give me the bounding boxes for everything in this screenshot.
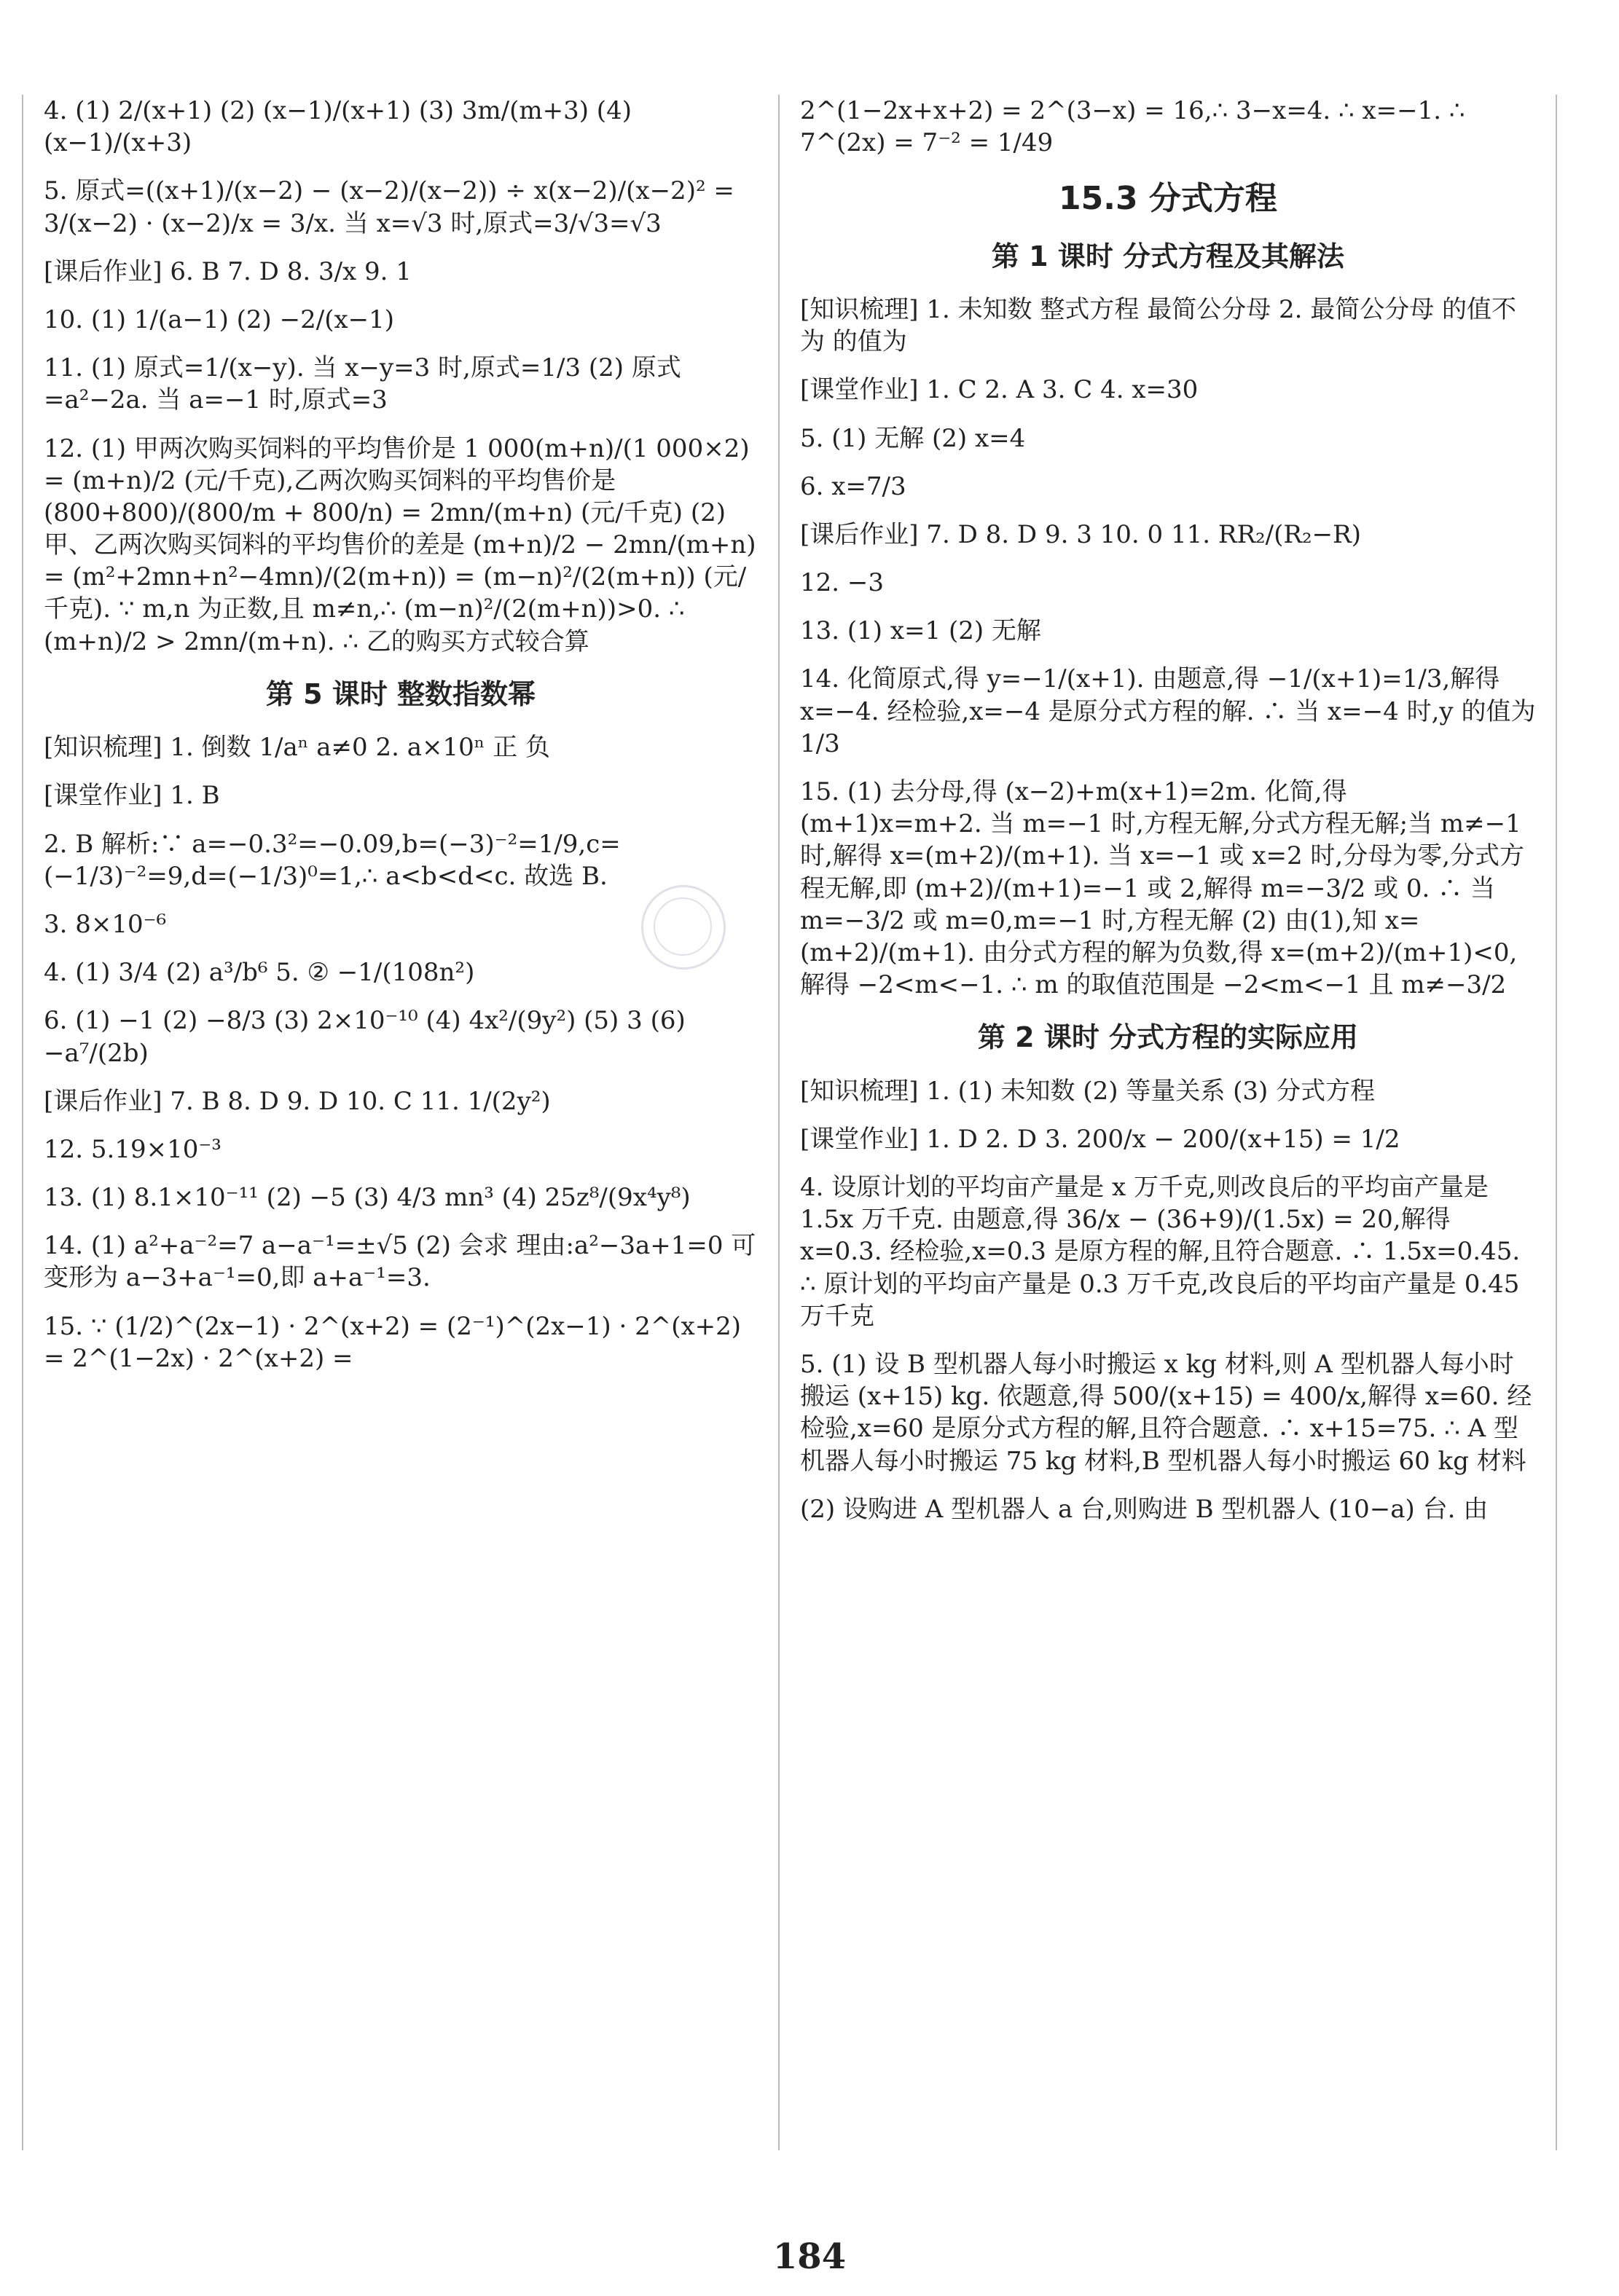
- left-answer-item: 12. 5.19×10⁻³: [44, 1134, 222, 1164]
- left-answer-item: 4. (1) 3/4 (2) a³/b⁶ 5. ② −1/(108n²): [44, 958, 475, 988]
- left-margin-rule: [22, 95, 23, 2150]
- left-answer-item: 15. ∵ (1/2)^(2x−1) · 2^(x+2) = (2⁻¹)^(2x−1) · 2^(x+2) = 2^(1−2x) · 2^(x+2) =: [44, 1311, 742, 1373]
- left-answer-item: 13. (1) 8.1×10⁻¹¹ (2) −5 (3) 4/3 mn³ (4) 25z⁸/(9x⁴y⁸): [44, 1183, 691, 1213]
- right-answer-item: 13. (1) x=1 (2) 无解: [800, 616, 1041, 646]
- left-answer-item: [课后作业] 6. B 7. D 8. 3/x 9. 1: [44, 256, 412, 286]
- right-answer-item: 5. (1) 设 B 型机器人每小时搬运 x kg 材料,则 A 型机器人每小时搬运 (x+15) kg. 依题意,得 500/(x+15) = 400/x,解得 x=60. 经检验,x=60 是原分式方程的解,且符合题意. ∴ x+15=75. ∴ A 型机器人每小时搬运 75 kg 材料,B 型机器人每小时搬运 60 kg 材料: [800, 1350, 1532, 1476]
- left-answer-item: 4. (1) 2/(x+1) (2) (x−1)/(x+1) (3) 3m/(m+3) (4) (x−1)/(x+3): [44, 96, 632, 158]
- right-lesson-heading: 第 1 课时 分式方程及其解法: [991, 240, 1345, 272]
- right-answer-item: [课堂作业] 1. C 2. A 3. C 4. x=30: [800, 375, 1199, 405]
- right-answer-item: 5. (1) 无解 (2) x=4: [800, 423, 1026, 453]
- left-answer-item: [课堂作业] 1. B: [44, 781, 220, 811]
- left-answer-item: 11. (1) 原式=1/(x−y). 当 x−y=3 时,原式=1/3 (2) 原式=a²−2a. 当 a=−1 时,原式=3: [44, 353, 681, 415]
- column-divider: [778, 95, 780, 2150]
- right-answer-item: 2^(1−2x+x+2) = 2^(3−x) = 16,∴ 3−x=4. ∴ x=−1. ∴ 7^(2x) = 7⁻² = 1/49: [800, 96, 1465, 158]
- left-answer-item: 14. (1) a²+a⁻²=7 a−a⁻¹=±√5 (2) 会求 理由:a²−3a+1=0 可变形为 a−3+a⁻¹=0,即 a+a⁻¹=3.: [44, 1231, 756, 1293]
- right-answer-item: [知识梳理] 1. (1) 未知数 (2) 等量关系 (3) 分式方程: [800, 1076, 1376, 1106]
- page-number: 184: [772, 2236, 847, 2277]
- right-answer-item: 4. 设原计划的平均亩产量是 x 万千克,则改良后的平均亩产量是 1.5x 万千克. 由题意,得 36/x − (36+9)/(1.5x) = 20,解得 x=0.3. 经检验,x=0.3 是原方程的解,且符合题意. ∴ 1.5x=0.45. ∴ 原计划的平均亩产量是 0.3 万千克,改良后的平均亩产量是 0.45 万千克: [800, 1173, 1521, 1331]
- right-section-heading: 15.3 分式方程: [1059, 180, 1277, 218]
- left-lesson-heading: 第 5 课时 整数指数幂: [265, 677, 536, 710]
- right-lesson-heading: 第 2 课时 分式方程的实际应用: [977, 1021, 1359, 1054]
- right-column: [800, 95, 1536, 1541]
- left-answer-item: 5. 原式=((x+1)/(x−2) − (x−2)/(x−2)) ÷ x(x−2)/(x−2)² = 3/(x−2) · (x−2)/x = 3/x. 当 x=√3 时,原式=3/√3=√3: [44, 176, 734, 238]
- left-answer-item: [知识梳理] 1. 倒数 1/aⁿ a≠0 2. a×10ⁿ 正 负: [44, 733, 551, 763]
- right-answer-item: [知识梳理] 1. 未知数 整式方程 最简公分母 2. 最简公分母 的值不为 的值为: [800, 294, 1517, 357]
- left-answer-item: 12. (1) 甲两次购买饲料的平均售价是 1 000(m+n)/(1 000×2) = (m+n)/2 (元/千克),乙两次购买饲料的平均售价是 (800+800)/(800/m + 800/n) = 2mn/(m+n) (元/千克) (2) 甲、乙两次购买饲料的平均售价的差是 (m+n)/2 − 2mn/(m+n) = (m²+2mn+n²−4mn)/(2(m+n)) = (m−n)²/(2(m+n)) (元/千克). ∵ m,n 为正数,且 m≠n,∴ (m−n)²/(2(m+n))>0. ∴ (m+n)/2 > 2mn/(m+n). ∴ 乙的购买方式较合算: [44, 433, 756, 656]
- right-answer-item: (2) 设购进 A 型机器人 a 台,则购进 B 型机器人 (10−a) 台. 由: [800, 1494, 1489, 1524]
- right-answer-item: 12. −3: [800, 568, 884, 598]
- right-answer-item: 14. 化简原式,得 y=−1/(x+1). 由题意,得 −1/(x+1)=1/3,解得 x=−4. 经检验,x=−4 是原分式方程的解. ∴ 当 x=−4 时,y 的值为 1/3: [800, 664, 1536, 758]
- left-answer-item: 6. (1) −1 (2) −8/3 (3) 2×10⁻¹⁰ (4) 4x²/(9y²) (5) 3 (6) −a⁷/(2b): [44, 1006, 686, 1068]
- watermark-stamp: [641, 885, 726, 970]
- right-answer-item: 15. (1) 去分母,得 (x−2)+m(x+1)=2m. 化简,得 (m+1)x=m+2. 当 m=−1 时,方程无解,分式方程无解;当 m≠−1 时,解得 x=(m+2)/(m+1). 当 x=−1 或 x=2 时,分母为零,分式方程无解,即 (m+2)/(m+1)=−1 或 2,解得 m=−3/2 或 0. ∴ 当 m=−3/2 或 m=0,m=−1 时,方程无解 (2) 由(1),知 x=(m+2)/(m+1). 由分式方程的解为负数,得 x=(m+2)/(m+1)<0,解得 −2<m<−1. ∴ m 的取值范围是 −2<m<−1 且 m≠−3/2: [800, 777, 1525, 1000]
- right-answer-item: [课后作业] 7. D 8. D 9. 3 10. 0 11. RR₂/(R₂−R): [800, 519, 1361, 549]
- left-answer-item: [课后作业] 7. B 8. D 9. D 10. C 11. 1/(2y²): [44, 1086, 551, 1116]
- right-answer-item: [课堂作业] 1. D 2. D 3. 200/x − 200/(x+15) = 1/2: [800, 1124, 1400, 1154]
- left-answer-item: 3. 8×10⁻⁶: [44, 909, 167, 939]
- left-answer-item: 2. B 解析:∵ a=−0.3²=−0.09,b=(−3)⁻²=1/9,c=(−1/3)⁻²=9,d=(−1/3)⁰=1,∴ a<b<d<c. 故选 B.: [44, 829, 621, 891]
- right-margin-rule: [1556, 95, 1557, 2150]
- left-column: [44, 95, 758, 1391]
- right-answer-item: 6. x=7/3: [800, 471, 906, 501]
- left-answer-item: 10. (1) 1/(a−1) (2) −2/(x−1): [44, 304, 395, 334]
